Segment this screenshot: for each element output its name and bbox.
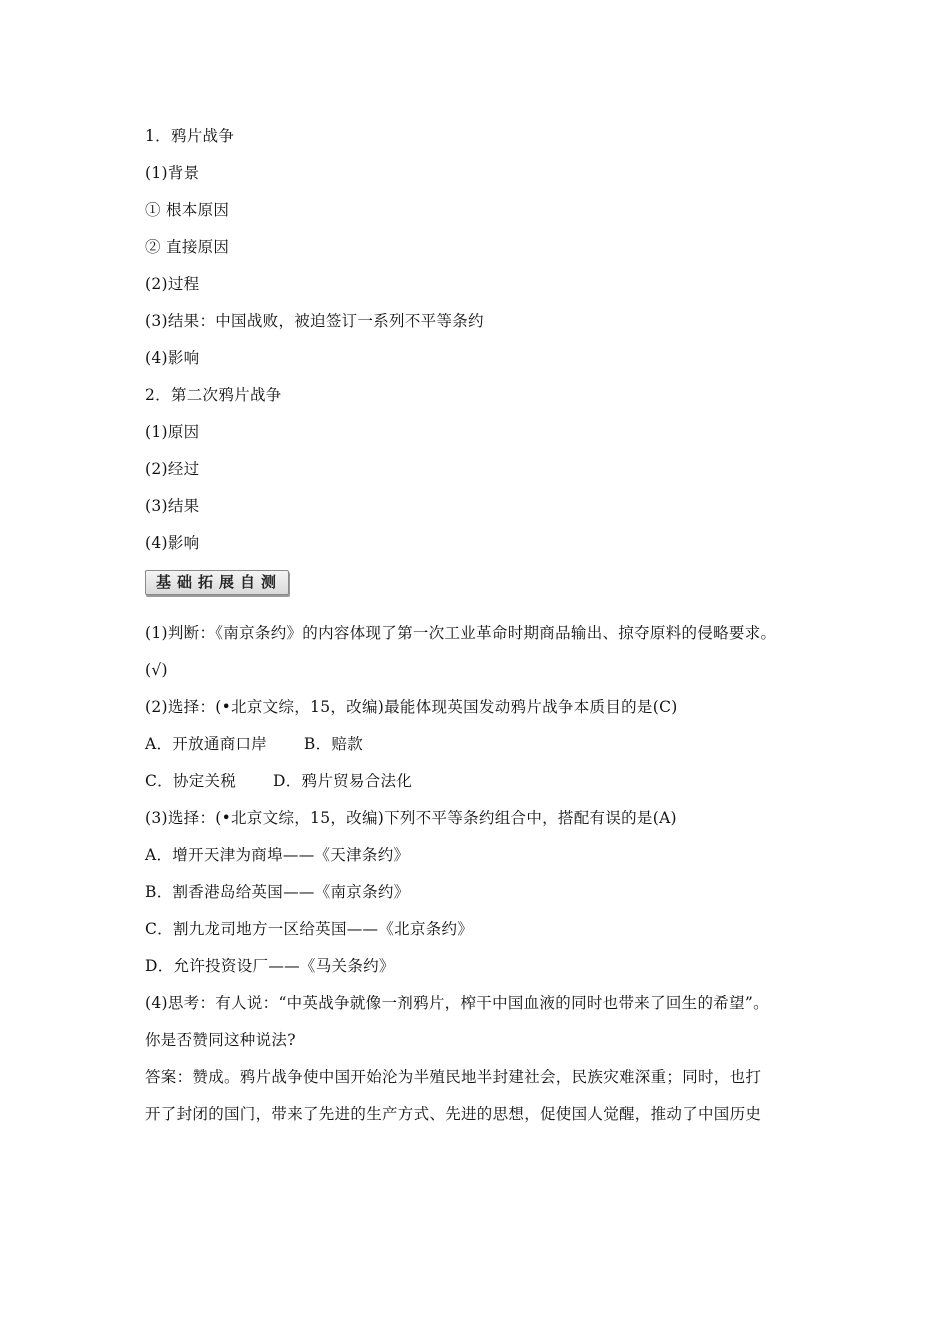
exercise-line: (4)思考：有人说：“中英战争就像一剂鸦片，榨干中国血液的同时也带来了回生的希望”。 <box>145 994 769 1012</box>
exercise-line: 你是否赞同这种说法? <box>145 1031 296 1049</box>
outline-item: (1)原因 <box>145 423 200 441</box>
exercise-option: D．允许投资设厂——《马关条约》 <box>145 957 395 975</box>
outline-item: (3)结果 <box>145 497 200 515</box>
section-banner <box>145 570 289 595</box>
answer-text: 开了封闭的国门，带来了先进的生产方式、先进的思想，促使国人觉醒，推动了中国历史 <box>145 1105 762 1123</box>
exercise-line: (1)判断：《南京条约》的内容体现了第一次工业革命时期商品输出、掠夺原料的侵略要求。 <box>145 624 777 642</box>
exercise-line: (2)选择：(•北京文综，15，改编)最能体现英国发动鸦片战争本质目的是(C) <box>145 698 678 716</box>
section-banner-label: 基础拓展自测 <box>155 573 282 591</box>
outline-item: ① 根本原因 <box>145 201 230 219</box>
heading-second-opium-war: 2．第二次鸦片战争 <box>145 386 282 404</box>
exercise-option: B．割香港岛给英国——《南京条约》 <box>145 883 410 901</box>
outline-item: (1)背景 <box>145 164 200 182</box>
answer-text: 答案：赞成。鸦片战争使中国开始沦为半殖民地半封建社会，民族灾难深重；同时，也打 <box>145 1068 762 1086</box>
outline-item: ② 直接原因 <box>145 238 230 256</box>
outline-item: (3)结果：中国战败，被迫签订一系列不平等条约 <box>145 312 484 330</box>
heading-opium-war: 1．鸦片战争 <box>145 127 235 145</box>
exercise-option: A．开放通商口岸 B．赔款 <box>145 735 364 753</box>
exercise-answer: (√) <box>145 661 168 679</box>
outline-item: (4)影响 <box>145 349 200 367</box>
exercise-option: C．协定关税 D．鸦片贸易合法化 <box>145 772 413 790</box>
outline-item: (4)影响 <box>145 534 200 552</box>
exercise-option: C．割九龙司地方一区给英国——《北京条约》 <box>145 920 474 938</box>
exercise-option: A．增开天津为商埠——《天津条约》 <box>145 846 410 864</box>
outline-item: (2)过程 <box>145 275 200 293</box>
exercise-line: (3)选择：(•北京文综，15，改编)下列不平等条约组合中，搭配有误的是(A) <box>145 809 677 827</box>
outline-item: (2)经过 <box>145 460 200 478</box>
